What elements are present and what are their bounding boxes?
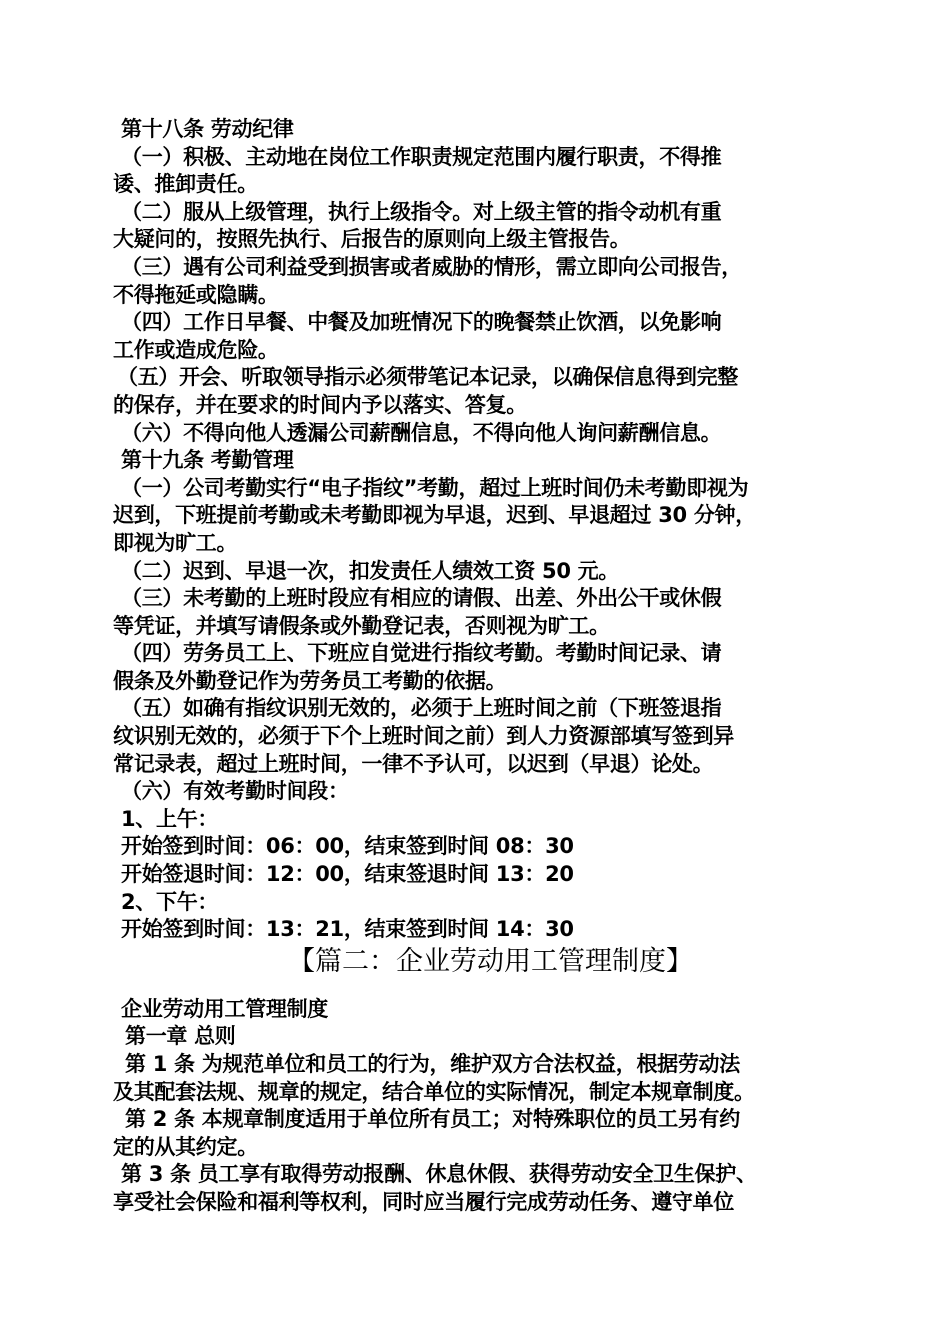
section-2-title: 企业劳动用工管理制度 — [121, 996, 328, 1021]
article-18-line: 诿、推卸责任。 — [113, 172, 258, 197]
article-18-line: 不得拖延或隐瞒。 — [113, 282, 279, 307]
article-18-title: 第十八条 劳动纪律 — [121, 117, 294, 141]
article-19-line: 纹识别无效的，必须于下个上班时间之前）到人力资源部填写签到异 — [113, 724, 734, 749]
article-19-line: 等凭证，并填写请假条或外勤登记表，否则视为旷工。 — [113, 613, 610, 638]
article-19-line: 即视为旷工。 — [113, 530, 238, 555]
article-19-line: 假条及外勤登记作为劳务员工考勤的依据。 — [113, 668, 507, 693]
article-18-line: 大疑问的，按照先执行、后报告的原则向上级主管报告。 — [113, 227, 631, 252]
article-18-line: （二）服从上级管理，执行上级指令。对上级主管的指令动机有重 — [121, 199, 722, 224]
spacer — [113, 982, 838, 996]
article-19-line: （五）如确有指纹识别无效的，必须于上班时间之前（下班签退指 — [121, 696, 722, 721]
article-18-line: 工作或造成危险。 — [113, 337, 279, 362]
chapter-title: 第一章 总则 — [125, 1024, 236, 1049]
article-19-line: 常记录表，超过上班时间，一律不予认可，以迟到（早退）论处。 — [113, 751, 714, 776]
article-19-title: 第十九条 考勤管理 — [121, 448, 294, 473]
section-2-heading: 【篇二：企业劳动用工管理制度】 — [288, 945, 693, 977]
section-2-line: 第 2 条 本规章制度适用于单位所有员工；对特殊职位的员工另有约 — [125, 1107, 740, 1132]
schedule-line: 开始签到时间：06：00，结束签到时间 08：30 — [121, 834, 574, 859]
section-2-line: 定的从其约定。 — [113, 1134, 258, 1159]
section-2-line: 第 3 条 员工享有取得劳动报酬、休息休假、获得劳动安全卫生保护、 — [121, 1162, 757, 1187]
article-18-line: （五）开会、听取领导指示必须带笔记本记录，以确保信息得到完整 — [117, 365, 738, 390]
article-19-line: （六）有效考勤时间段： — [121, 779, 349, 804]
article-19-line: （四）劳务员工上、下班应自觉进行指纹考勤。考勤时间记录、请 — [121, 641, 722, 666]
schedule-line: 2、下午： — [121, 889, 219, 914]
article-19-line: （二）迟到、早退一次，扣发责任人绩效工资 50 元。 — [121, 558, 620, 583]
article-18-line: （六）不得向他人透漏公司薪酬信息，不得向他人询问薪酬信息。 — [121, 420, 722, 445]
article-19-line: （三）未考勤的上班时段应有相应的请假、出差、外出公干或休假 — [121, 586, 722, 611]
article-18-line: （一）积极、主动地在岗位工作职责规定范围内履行职责，不得推 — [121, 144, 722, 169]
article-18-line: （四）工作日早餐、中餐及加班情况下的晚餐禁止饮酒，以免影响 — [121, 310, 722, 335]
article-18-line: 的保存，并在要求的时间内予以落实、答复。 — [113, 392, 527, 417]
section-2-line: 第 1 条 为规范单位和员工的行为，维护双方合法权益，根据劳动法 — [125, 1052, 740, 1076]
article-18-line: （三）遇有公司利益受到损害或者威胁的情形，需立即向公司报告， — [121, 254, 742, 279]
document-body — [113, 116, 838, 1217]
article-19-line: 迟到，下班提前考勤或未考勤即视为早退，迟到、早退超过 30 分钟， — [113, 503, 756, 528]
section-2-line: 享受社会保险和福利等权利，同时应当履行完成劳动任务、遵守单位 — [113, 1189, 734, 1214]
section-2-line: 及其配套法规、规章的规定，结合单位的实际情况，制定本规章制度。 — [113, 1079, 755, 1104]
schedule-line: 1、上午： — [121, 806, 219, 831]
schedule-line: 开始签到时间：13：21，结束签到时间 14：30 — [121, 917, 574, 942]
article-19-line: （一）公司考勤实行“电子指纹”考勤，超过上班时间仍未考勤即视为 — [121, 475, 749, 500]
schedule-line: 开始签退时间：12：00，结束签退时间 13：20 — [121, 862, 574, 887]
